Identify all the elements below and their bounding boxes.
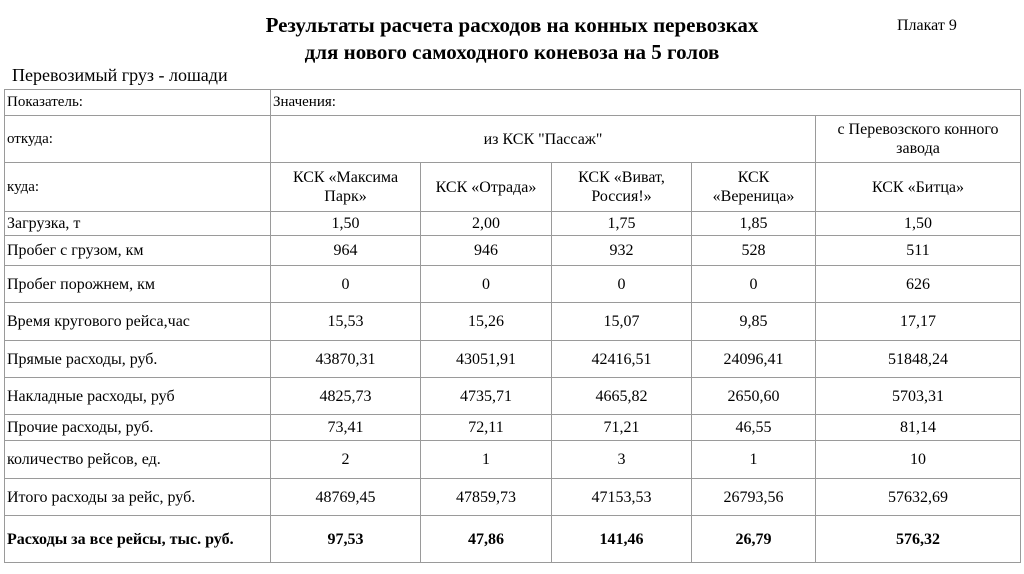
from-row (5, 116, 1021, 163)
value-cell: 26793,56 (692, 479, 816, 516)
destination-cell: КСК «Битца» (816, 163, 1021, 212)
value-cell: 9,85 (692, 303, 816, 341)
value-cell: 2 (271, 441, 421, 479)
destination-cell: КСК «Виват, Россия!» (552, 163, 692, 212)
value-cell: 946 (421, 236, 552, 266)
value-cell: 71,21 (552, 415, 692, 441)
value-cell: 43870,31 (271, 341, 421, 378)
destination-cell: КСК «Вереница» (692, 163, 816, 212)
value-cell: 511 (816, 236, 1021, 266)
row-label: Загрузка, т (5, 212, 271, 236)
value-cell: 2650,60 (692, 378, 816, 415)
value-cell: 81,14 (816, 415, 1021, 441)
row-label: Прочие расходы, руб. (5, 415, 271, 441)
value-cell: 47,86 (421, 516, 552, 563)
value-cell: 0 (421, 266, 552, 303)
indicator-header: Показатель: (5, 90, 271, 116)
value-cell: 0 (271, 266, 421, 303)
value-cell: 1 (692, 441, 816, 479)
value-cell: 73,41 (271, 415, 421, 441)
value-cell: 3 (552, 441, 692, 479)
table-row (5, 479, 1021, 516)
value-cell: 2,00 (421, 212, 552, 236)
table-row (5, 212, 1021, 236)
row-label: Время кругового рейса,час (5, 303, 271, 341)
cargo-caption: Перевозимый груз - лошади (12, 65, 228, 85)
value-cell: 97,53 (271, 516, 421, 563)
from-group-perevoz: с Перевозского конного завода (816, 116, 1021, 163)
value-cell: 5703,31 (816, 378, 1021, 415)
title-line-1: Результаты расчета расходов на конных перевозках (265, 13, 759, 37)
from-label: откуда: (5, 116, 271, 163)
to-row (5, 163, 1021, 212)
table-header-row (5, 90, 1021, 116)
value-cell: 0 (552, 266, 692, 303)
value-cell: 4735,71 (421, 378, 552, 415)
page-title (0, 12, 1024, 66)
value-cell: 932 (552, 236, 692, 266)
value-cell: 57632,69 (816, 479, 1021, 516)
table-row (5, 341, 1021, 378)
value-cell: 43051,91 (421, 341, 552, 378)
value-cell: 528 (692, 236, 816, 266)
value-cell: 626 (816, 266, 1021, 303)
value-cell: 10 (816, 441, 1021, 479)
value-cell: 51848,24 (816, 341, 1021, 378)
value-cell: 1,50 (271, 212, 421, 236)
poster-number: Плакат 9 (897, 17, 957, 34)
table-row (5, 378, 1021, 415)
value-cell: 46,55 (692, 415, 816, 441)
value-cell: 17,17 (816, 303, 1021, 341)
values-header: Значения: (271, 90, 1021, 116)
value-cell: 1,85 (692, 212, 816, 236)
value-cell: 42416,51 (552, 341, 692, 378)
row-label: Итого расходы за рейс, руб. (5, 479, 271, 516)
table-row-total (5, 516, 1021, 563)
table-row (5, 441, 1021, 479)
destination-cell: КСК «Отрада» (421, 163, 552, 212)
value-cell: 47859,73 (421, 479, 552, 516)
title-line-2: для нового самоходного коневоза на 5 голов (304, 40, 720, 64)
table-row (5, 266, 1021, 303)
expenses-table (4, 89, 1021, 563)
value-cell: 576,32 (816, 516, 1021, 563)
value-cell: 26,79 (692, 516, 816, 563)
value-cell: 964 (271, 236, 421, 266)
table-row (5, 303, 1021, 341)
value-cell: 24096,41 (692, 341, 816, 378)
value-cell: 4665,82 (552, 378, 692, 415)
row-label: Накладные расходы, руб (5, 378, 271, 415)
value-cell: 47153,53 (552, 479, 692, 516)
value-cell: 0 (692, 266, 816, 303)
row-label: Пробег с грузом, км (5, 236, 271, 266)
row-label: Прямые расходы, руб. (5, 341, 271, 378)
table-row (5, 236, 1021, 266)
value-cell: 48769,45 (271, 479, 421, 516)
table-row (5, 415, 1021, 441)
value-cell: 15,53 (271, 303, 421, 341)
value-cell: 1,50 (816, 212, 1021, 236)
row-label: количество рейсов, ед. (5, 441, 271, 479)
row-label: Пробег порожнем, км (5, 266, 271, 303)
value-cell: 1,75 (552, 212, 692, 236)
to-label: куда: (5, 163, 271, 212)
from-group-passage: из КСК "Пассаж" (271, 116, 816, 163)
value-cell: 72,11 (421, 415, 552, 441)
value-cell: 1 (421, 441, 552, 479)
value-cell: 141,46 (552, 516, 692, 563)
destination-cell: КСК «Максима Парк» (271, 163, 421, 212)
value-cell: 4825,73 (271, 378, 421, 415)
value-cell: 15,07 (552, 303, 692, 341)
value-cell: 15,26 (421, 303, 552, 341)
row-label: Расходы за все рейсы, тыс. руб. (5, 516, 271, 563)
